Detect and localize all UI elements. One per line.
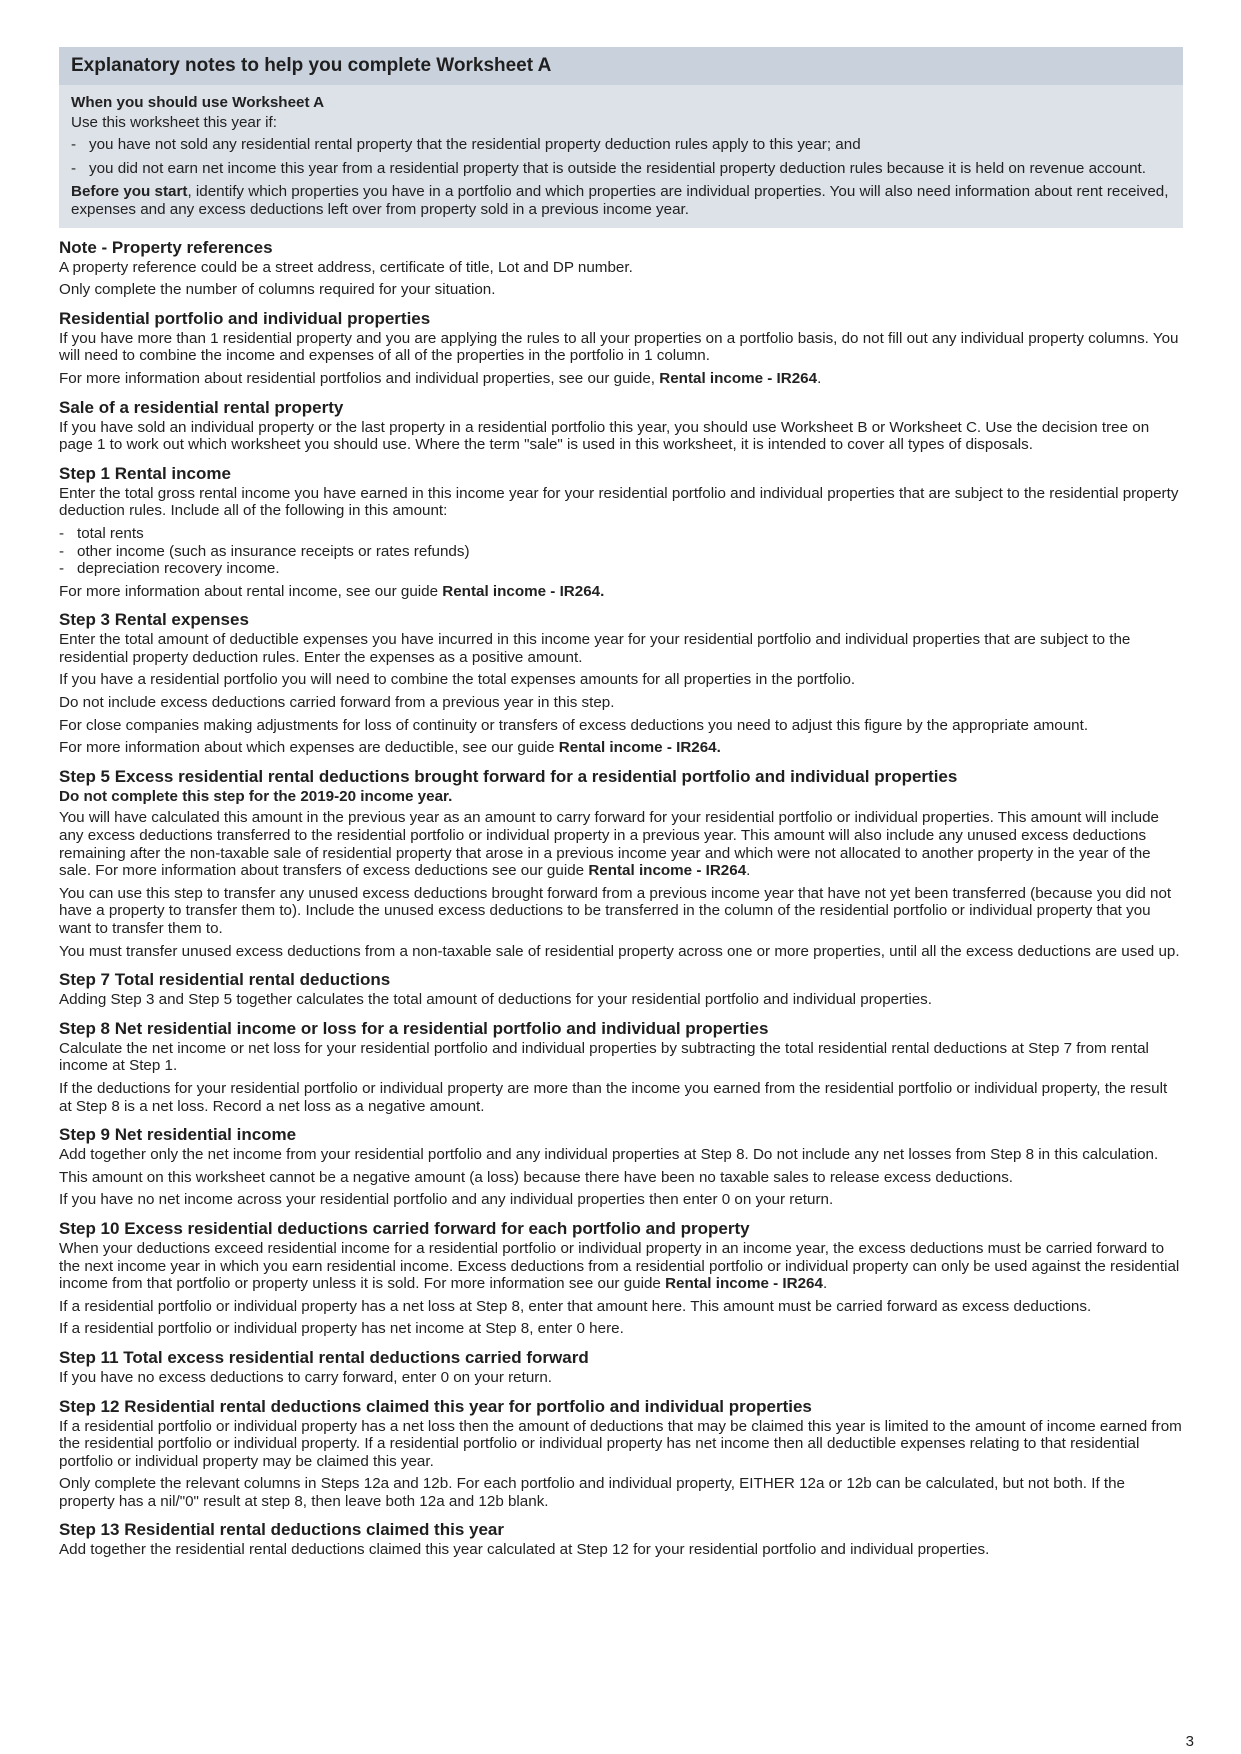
paragraph: For close companies making adjustments for loss of continuity or transfers of excess deductions you need to adjust this figure by the appropriate amount. [59,716,1089,734]
section-heading: Residential portfolio and individual properties [59,308,431,328]
section-heading: Step 7 Total residential rental deductions [59,970,391,990]
intro-body [59,85,1183,228]
paragraph: You must transfer unused excess deductions from a non-taxable sale of residential property across one or more properties, until all the excess deductions are used up. [59,942,1180,960]
list-item: - other income (such as insurance receipts or rates refunds) [59,543,1183,561]
paragraph: You will have calculated this amount in the previous year as an amount to carry forward for your residential portfolio or individual properties. This amount will include any excess deductions transferred to the residential portfolio or individual property in a previous year. This amount will also include any unused excess deductions remaining after the non-taxable sale of residential property that arose in a previous income year and which were not allocated to another property in the year of the sale. For more information about transfers of excess deductions see our guide Rental income - IR264. [59,809,1159,880]
section-heading: Step 8 Net residential income or loss for a residential portfolio and individual properties [59,1018,769,1038]
paragraph: Calculate the net income or net loss for your residential portfolio and individual properties by subtracting the total residential rental deductions at Step 7 from rental income at Step 1. [59,1039,1149,1075]
list-item: - you have not sold any residential rental property that the residential property deduction rules apply to this year; and [71,136,1171,154]
paragraph: Add together only the net income from your residential portfolio and any individual properties at Step 8. Do not include any net losses from Step 8 in this calculation. [59,1146,1159,1164]
paragraph: You can use this step to transfer any unused excess deductions brought forward from a previous income year that have not yet been transferred (because you did not have a property to transfer them to). Include the unused excess deductions to be transferred in the column of the residential portfolio or individual property that you want to transfer them to. [59,884,1172,937]
intro-box [59,47,1183,228]
list-item: - depreciation recovery income. [59,560,1183,578]
intro-lead: Use this worksheet this year if: [71,113,277,131]
paragraph: This amount on this worksheet cannot be a negative amount (a loss) because there have been no taxable sales to release excess deductions. [59,1168,1014,1186]
paragraph: Only complete the relevant columns in Steps 12a and 12b. For each portfolio and individual property, EITHER 12a or 12b can be calculated, but not both. If the property has a nil/"0" result at step 8, then leave both 12a and 12b blank. [59,1475,1126,1510]
list-item: - you did not earn net income this year from a residential property that is outside the residential property deduction rules because it is held on revenue account. [71,160,1171,178]
paragraph: If you have more than 1 residential property and you are applying the rules to all your properties on a portfolio basis, do not fill out any individual property columns. You will need to combine the income and expenses of all of the properties in the portfolio in 1 column. [59,329,1179,365]
paragraph: For more information about which expenses are deductible, see our guide Rental income - IR264. [59,739,721,757]
paragraph: Adding Step 3 and Step 5 together calculates the total amount of deductions for your residential portfolio and individual properties. [59,991,932,1009]
paragraph: For more information about rental income, see our guide Rental income - IR264. [59,582,605,600]
list-item: - total rents [59,525,1183,543]
section-heading: Step 12 Residential rental deductions claimed this year for portfolio and individual properties [59,1396,812,1416]
paragraph: Do not include excess deductions carried forward from a previous year in this step. [59,694,615,712]
document-page [59,47,1183,1564]
page-number: 3 [1185,1733,1194,1750]
section-heading: Sale of a residential rental property [59,397,344,417]
paragraph: If a residential portfolio or individual property has a net loss then the amount of deductions that may be claimed this year is limited to the amount of income earned from the residential portfolio or individual property. If a residential portfolio or individual property has net income then all deductible expenses relating to that residential portfolio or individual property may be claimed this year. [59,1417,1182,1470]
paragraph: If a residential portfolio or individual property has a net loss at Step 8, enter that amount here. This amount must be carried forward as excess deductions. [59,1297,1092,1315]
section-heading: Step 3 Rental expenses [59,610,249,630]
intro-bullet-list [71,136,1171,177]
paragraph: If the deductions for your residential portfolio or individual property are more than the income you earned from the residential portfolio or individual property, the result at Step 8 is a net loss. Record a net loss as a negative amount. [59,1079,1168,1115]
paragraph: A property reference could be a street address, certificate of title, Lot and DP number. [59,258,633,276]
subheading: Do not complete this step for the 2019-20 income year. [59,787,453,805]
paragraph: If you have no net income across your residential portfolio and any individual properties then enter 0 on your return. [59,1191,834,1209]
section-heading: Step 9 Net residential income [59,1125,297,1145]
intro-title: Explanatory notes to help you complete Worksheet A [59,47,1183,85]
paragraph: Enter the total gross rental income you have earned in this income year for your residential portfolio and individual properties that are subject to the residential property deduction rules. Include all of the following in this amount: [59,484,1179,520]
paragraph: Enter the total amount of deductible expenses you have incurred in this income year for your residential portfolio and individual properties that are subject to the residential property deduction rules. Enter the expenses as a positive amount. [59,631,1131,666]
section-heading: Step 13 Residential rental deductions claimed this year [59,1520,504,1540]
paragraph: For more information about residential portfolios and individual properties, see our guide, Rental income - IR264. [59,369,822,387]
paragraph: If a residential portfolio or individual property has net income at Step 8, enter 0 here. [59,1320,624,1338]
section-heading: Step 10 Excess residential deductions carried forward for each portfolio and property [59,1218,750,1238]
paragraph: If you have no excess deductions to carry forward, enter 0 on your return. [59,1368,553,1386]
paragraph: If you have sold an individual property or the last property in a residential portfolio this year, you should use Worksheet B or Worksheet C. Use the decision tree on page 1 to work out which worksheet you should use. Where the term "sale" is used in this worksheet, it is intended to cover all types of disposals. [59,418,1150,454]
intro-before-you-start: Before you start, identify which properties you have in a portfolio and which properties are individual properties. You will also need information about rent received, expenses and any excess deductions left over from property sold in a previous income year. [71,183,1169,218]
intro-subheading: When you should use Worksheet A [71,94,325,111]
section-heading: Step 5 Excess residential rental deductions brought forward for a residential portfolio and individual properties [59,766,958,786]
section-heading: Step 11 Total excess residential rental deductions carried forward [59,1347,589,1367]
paragraph: When your deductions exceed residential income for a residential portfolio or individual property in an income year, the excess deductions must be carried forward to the next income year in which you earn residential income. Excess deductions from a residential portfolio or individual property can only be used against the residential income from that portfolio or property unless it is sold. For more information see our guide Rental income - IR264. [59,1239,1180,1293]
paragraph: Add together the residential rental deductions claimed this year calculated at Step 12 for your residential portfolio and individual properties. [59,1541,990,1559]
section-heading: Step 1 Rental income [59,463,231,483]
section-heading: Note - Property references [59,237,273,257]
paragraph: Only complete the number of columns required for your situation. [59,281,496,299]
paragraph: If you have a residential portfolio you will need to combine the total expenses amounts for all properties in the portfolio. [59,671,856,689]
step1-list [59,525,1183,578]
